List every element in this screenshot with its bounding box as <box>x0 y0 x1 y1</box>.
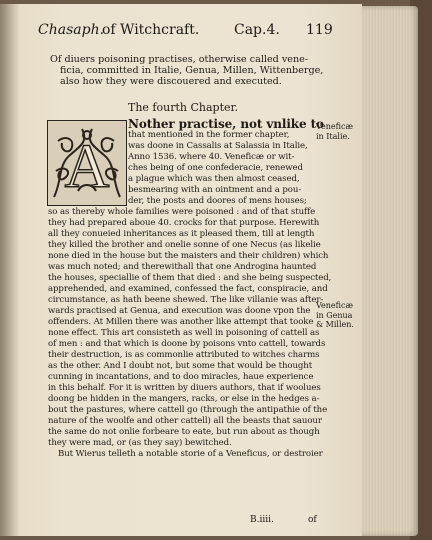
body-line: as the other. And I doubt not, but some that would be thought <box>48 361 313 371</box>
header-center: of Witchcraft. <box>102 22 200 38</box>
body-line: der, the posts and doores of mens houses; <box>128 196 307 206</box>
margin-note <box>316 122 353 141</box>
body-line: apprehended, and examined, confessed the fact, conspiracie, and <box>48 284 328 294</box>
body-line: Nother practise, not vnlike to <box>128 117 324 131</box>
body-line: none died in the house but the maisters and their children) which <box>48 251 329 261</box>
body-line: that mentioned in the former chapter, <box>128 130 290 140</box>
margin-note-line: in Genua <box>316 310 353 320</box>
body-line: nature of the woolfe and other cattell) all the beasts that sauour <box>48 416 322 426</box>
body-line: a plague which was then almost ceased, <box>128 174 300 184</box>
page-stack-edge <box>358 6 418 536</box>
body-line: Anno 1536. where 40. Veneficæ or wit- <box>128 152 295 162</box>
body-line: they were mad, or (as they say) bewitched. <box>48 438 232 448</box>
margin-note-line: in Italie. <box>316 131 350 141</box>
chapter-body <box>48 117 332 460</box>
summary-line: Of diuers poisoning practises, otherwise called vene- <box>50 54 309 65</box>
body-line: bout the pastures, where cattell go (through the antipathie of the <box>48 405 328 415</box>
summary-line: ficia, committed in Italie, Genua, Millen, Wittenberge, <box>60 65 324 77</box>
dropcap-letter: A <box>64 133 110 201</box>
chapter-title: The fourth Chapter. <box>128 101 239 114</box>
summary-line: also how they were discouered and executed. <box>60 76 282 88</box>
body-line: none effect. This art consisteth as well in poisoning of cattell as <box>48 328 320 338</box>
body-line: circumstance, as hath beene shewed. The like villanie was after- <box>48 295 324 305</box>
header-left: Chasaph. <box>38 22 105 38</box>
body-line: wards practised at Genua, and execution was doone vpon the <box>48 306 311 316</box>
body-line: the houses, speciallie of them that died : and she being suspected, <box>48 273 332 283</box>
body-line: they killed the brother and onelie sonne of one Necus (as likelie <box>48 240 321 250</box>
body-line: all they conueied inheritances as it pleased them, till at length <box>48 229 315 239</box>
printer-signature: B.iiii. <box>250 515 274 525</box>
body-line: their destruction, is as commonlie attributed to witches charms <box>48 350 320 360</box>
body-line: they had prepared aboue 40. crocks for that purpose. Herewith <box>48 218 320 228</box>
body-line: But Wierus telleth a notable storie of a Veneficus, or destroier <box>58 449 323 459</box>
body-line: cunning in incantations, and to doo miracles, haue experience <box>48 372 314 382</box>
header-right: Cap.4. <box>234 22 280 38</box>
body-line: was much noted; and therewithall that one Androgina haunted <box>48 262 317 272</box>
body-line: offenders. At Millen there was another like attempt that tooke <box>48 317 314 327</box>
catchword: of <box>308 515 317 525</box>
body-line: so as thereby whole families were poisoned : and of that stuffe <box>48 207 316 217</box>
chapter-summary <box>50 54 340 88</box>
body-line: ches being of one confederacie, renewed <box>128 163 303 173</box>
gutter-shadow <box>0 4 20 536</box>
body-line: besmearing with an ointment and a pou- <box>128 185 302 195</box>
body-line: doong be hidden in the mangers, racks, or else in the hedges a- <box>48 394 320 404</box>
margin-note-line: & Millen. <box>316 320 354 329</box>
margin-note-line: Veneficæ <box>316 122 353 131</box>
page-number: 119 <box>306 22 333 38</box>
running-header <box>38 22 338 44</box>
body-line: was doone in Cassalis at Salassia in Italie, <box>128 141 308 151</box>
book-page <box>0 4 362 536</box>
body-line: of men : and that which is doone by poisons vnto cattell, towards <box>48 339 326 349</box>
body-line: in this behalf. For it is written by diuers authors, that if woolues <box>48 383 321 393</box>
body-line: the same do not onlie forbeare to eate, but run about as though <box>48 427 320 437</box>
margin-note <box>316 301 354 330</box>
margin-note-line: Veneficæ <box>316 301 353 310</box>
